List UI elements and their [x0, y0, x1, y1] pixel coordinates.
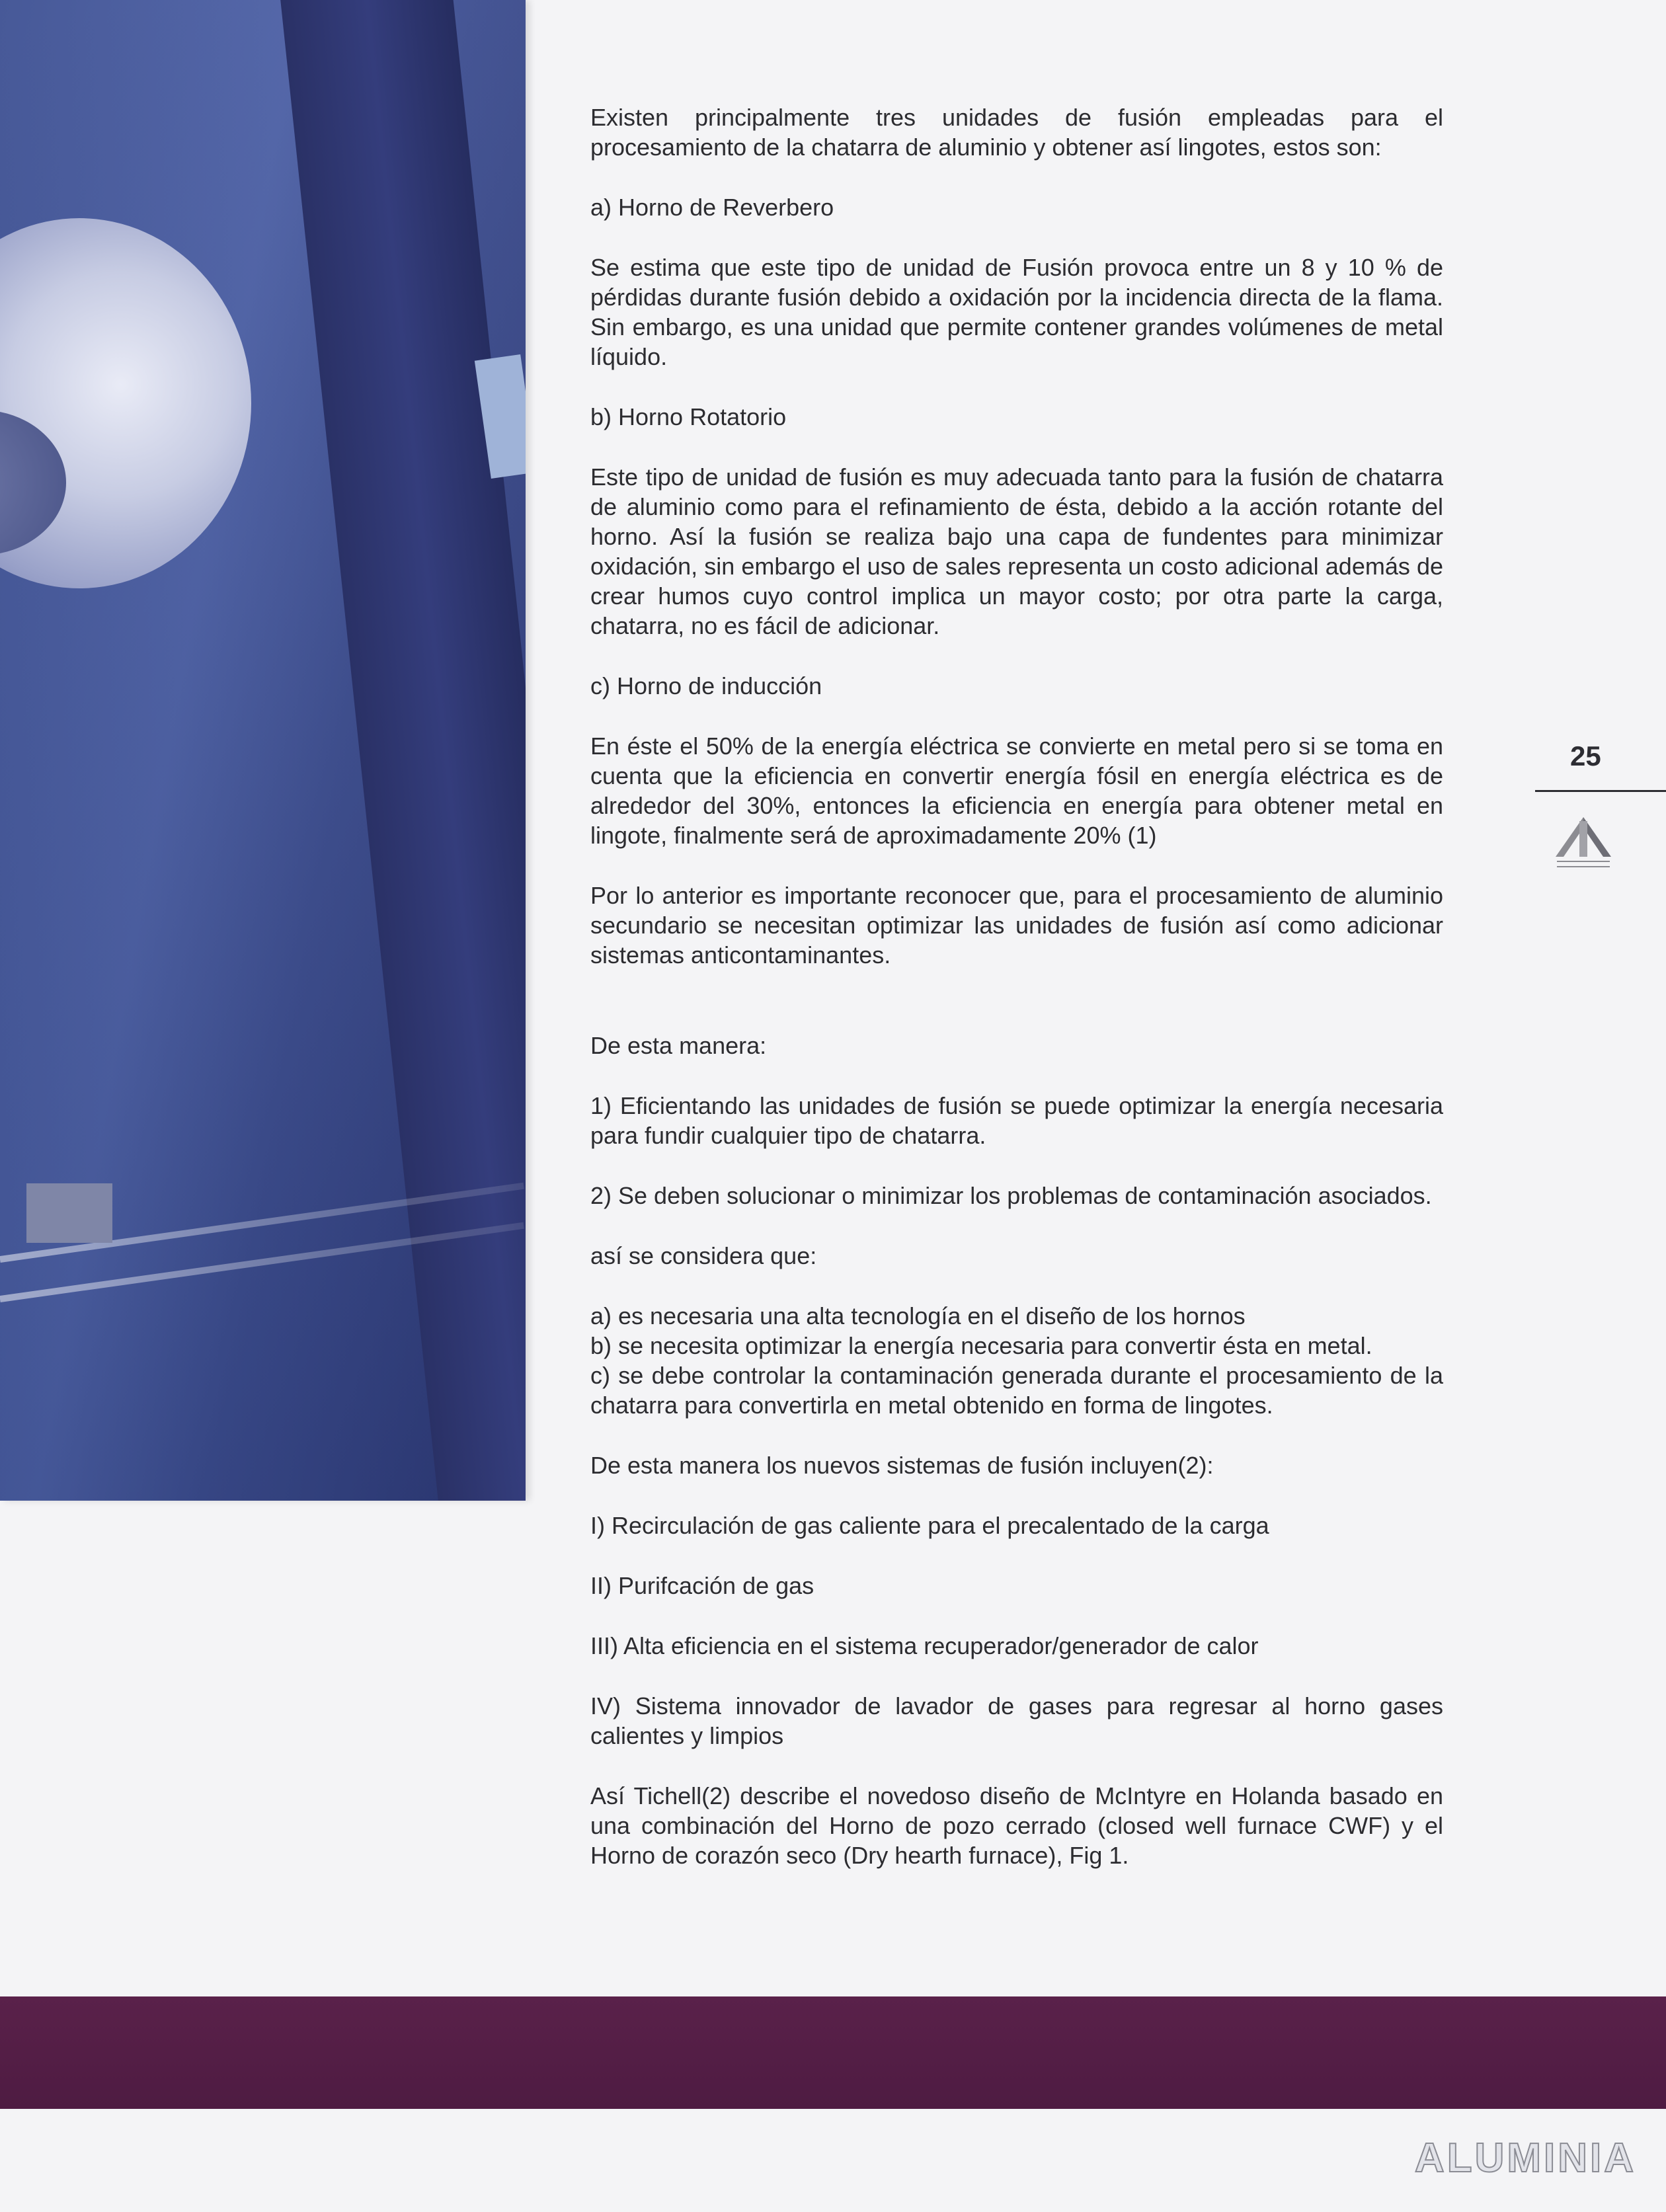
page-number-rule	[1535, 790, 1666, 792]
article-body	[590, 102, 1443, 1901]
paragraph: Existen principalmente tres unidades de fusión empleadas para el procesamiento de la chatarra de aluminio y obtener así lingotes, estos son:	[590, 104, 1443, 161]
aluminia-brand-logo	[1375, 2132, 1640, 2185]
industrial-photo	[0, 0, 526, 1501]
photo-beam	[278, 0, 526, 1501]
roman-item: IV) Sistema innovador de lavador de gases para regresar al horno gases calientes y limpios	[590, 1692, 1443, 1749]
paragraph: De esta manera:	[590, 1032, 767, 1059]
paragraph: Este tipo de unidad de fusión es muy adecuada tanto para la fusión de chatarra de aluminio como para el refinamiento de ésta, debido a la acción rotante del horno. Así la fusión se realiza bajo una capa de fundentes para minimizar oxidación, sin embargo el uso de sales representa un costo adicional además de crear humos cuyo control implica un mayor costo; por otra parte la carga, chatarra, no es fácil de adicionar.	[590, 463, 1443, 639]
roman-item: I) Recirculación de gas caliente para el precalentado de la carga	[590, 1512, 1269, 1539]
subheading: c) Horno de inducción	[590, 672, 822, 699]
imedal-logo-icon	[1550, 814, 1616, 874]
list-item: b) se necesita optimizar la energía necesaria para convertir ésta en metal.	[590, 1332, 1372, 1359]
paragraph: Por lo anterior es importante reconocer que, para el procesamiento de aluminio secundario se necesitan optimizar las unidades de fusión así como adicionar sistemas anticontaminantes.	[590, 882, 1443, 968]
paragraph: así se considera que:	[590, 1242, 817, 1269]
roman-item: III) Alta eficiencia en el sistema recuperador/generador de calor	[590, 1632, 1259, 1659]
paragraph: Se estima que este tipo de unidad de Fusión provoca entre un 8 y 10 % de pérdidas durante fusión debido a oxidación por la incidencia directa de la flama. Sin embargo, es una unidad que permite contener grandes volúmenes de metal líquido.	[590, 254, 1443, 370]
paragraph: Así Tichell(2) describe el novedoso diseño de McIntyre en Holanda basado en una combinación del Horno de pozo cerrado (closed well furnace CWF) y el Horno de corazón seco (Dry hearth furnace), Fig 1.	[590, 1782, 1443, 1869]
list-item: c) se debe controlar la contaminación generada durante el procesamiento de la chatarra para convertirla en metal obtenido en forma de lingotes.	[590, 1362, 1443, 1419]
photo-tab	[26, 1183, 112, 1243]
footer-band	[0, 1996, 1666, 2109]
paragraph: En éste el 50% de la energía eléctrica se convierte en metal pero si se toma en cuenta que la eficiencia en convertir energía fósil en energía eléctrica es de alrededor del 30%, entonces la eficiencia en energía para obtener metal en lingote, finalmente será de aproximadamente 20% (1)	[590, 732, 1443, 849]
paragraph: De esta manera los nuevos sistemas de fusión incluyen(2):	[590, 1452, 1214, 1479]
numbered-item: 1) Eficientando las unidades de fusión se puede optimizar la energía necesaria para fundir cualquier tipo de chatarra.	[590, 1092, 1443, 1149]
numbered-item: 2) Se deben solucionar o minimizar los problemas de contaminación asociados.	[590, 1182, 1432, 1209]
roman-item: II) Purifcación de gas	[590, 1572, 814, 1599]
subheading: b) Horno Rotatorio	[590, 403, 787, 430]
list-item: a) es necesaria una alta tecnología en el diseño de los hornos	[590, 1302, 1246, 1329]
lettered-list	[590, 1301, 1443, 1420]
brand-text: ALUMINIA	[1414, 2135, 1636, 2181]
page-number: 25	[1570, 740, 1601, 771]
subheading: a) Horno de Reverbero	[590, 194, 834, 221]
